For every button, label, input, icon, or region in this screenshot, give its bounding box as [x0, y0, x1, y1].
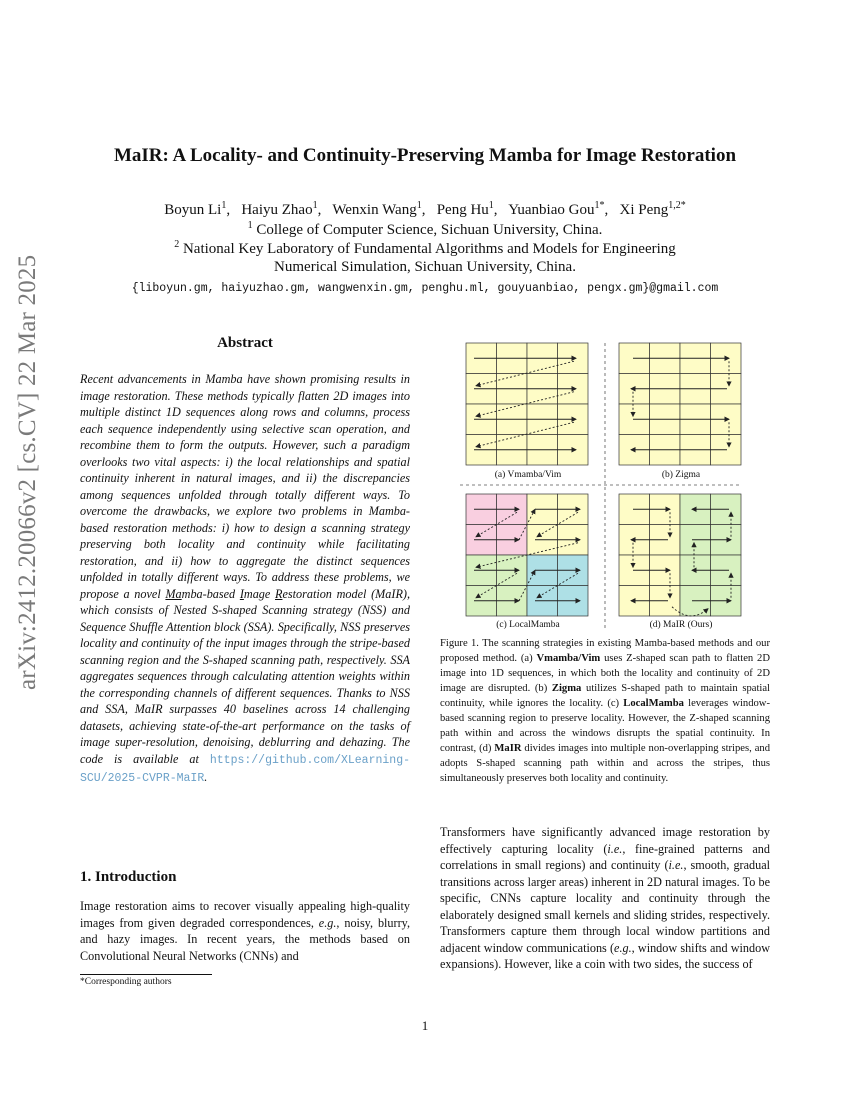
affiliation-sup: 1	[247, 220, 253, 231]
author-name: Boyun Li	[164, 202, 222, 218]
affiliation-2-line2: Numerical Simulation, Sichuan University, China.	[274, 259, 576, 275]
panel-label-c: (c) LocalMamba	[496, 620, 560, 630]
figure-caption: Figure 1. The scanning strategies in existing Mamba-based methods and our proposed method. (a) Vmamba/Vim uses Z-shaped scan path to flatten 2D image into 1D sequences, in which both the locality and continuity of 2D image are disrupted. (b) Zigma utilizes S-shaped path to maintain spatial continuity, while ignores the locality. (c) LocalMamba leverages window-based scanning region to preserve locality. However, the Z-shaped scanning path within and across the windows disrupts the spatial continuity. In contrast, (d) MaIR divides images into multiple non-overlapping stripes, and adopts S-shaped scanning path within and across the stripes, thus simultaneously preserves both locality and continuity.	[440, 638, 770, 784]
affiliation-text: National Key Laboratory of Fundamental Algorithms and Models for Engineering	[182, 241, 676, 257]
panel-label-a: (a) Vmamba/Vim	[494, 470, 562, 480]
author-sup: 1	[488, 200, 494, 211]
figure-1-scanning-strategies	[440, 338, 770, 633]
affiliation-2	[60, 239, 790, 258]
panel-mair	[619, 494, 741, 616]
author-emails: {liboyun.gm, haiyuzhao.gm, wangwenxin.gm, penghu.ml, gouyuanbiao, pengx.gm}@gmail.com	[131, 282, 719, 295]
introduction-text-continued: Transformers have significantly advanced image restoration by effectively capturing locality (i.e., fine-grained patterns and correlations in small regions) and continuity (i.e., smooth, gradual transitions across larger areas) inherent in 2D natural images. To be specific, CNNs capture locality and continuity through the elaborately designed small kernels and sliding strides, respectively. Transformers capture them through local window partitions and adjacent window communications (e.g., window shifts and window expansions). However, like a coin with two sides, the success of	[440, 825, 771, 971]
affiliation-sup: 2	[174, 239, 180, 250]
section-heading-introduction: 1. Introduction	[80, 869, 177, 885]
footnote-rule	[80, 974, 212, 975]
code-link[interactable]: https://github.com/XLearning-SCU/2025-CVPR-MaIR	[80, 753, 410, 785]
author-sup: 1,2*	[668, 200, 686, 211]
author-name: Wenxin Wang	[332, 202, 417, 218]
author-sup: 1*	[594, 200, 605, 211]
arxiv-stamp: arXiv:2412.20066v2 [cs.CV] 22 Mar 2025	[14, 254, 41, 690]
abstract-heading: Abstract	[217, 335, 273, 351]
panel-vmamba	[466, 343, 588, 465]
panel-localmamba	[466, 494, 588, 616]
panel-label-d: (d) MaIR (Ours)	[649, 620, 713, 630]
page-number: 1	[421, 1018, 429, 1033]
paper-title: MaIR: A Locality- and Continuity-Preserving Mamba for Image Restoration	[113, 145, 737, 166]
author-list: Boyun Li$^1$, Haiyu Zhao$^1$, Wenxin Wang$^1$, Peng Hu$^1$, Yuanbiao Gou$^{1*}$, Xi Peng$^{1,2*}$	[164, 200, 686, 218]
author-name: Haiyu Zhao	[241, 202, 313, 218]
abstract-text: Recent advancements in Mamba have shown promising results in image restoration. These methods typically flatten 2D images into multiple distinct 1D sequences along rows and columns, process each sequence independently using selective scan operation, and recombine them to form the outputs. However, such a paradigm overlooks two vital aspects: i) the local relationships and spatial continuity inherent in natural images, and ii) the discrepancies among sequences unfolded through totally different ways. To overcome the drawbacks, we explore two problems in Mamba-based restoration methods: i) how to design a scanning strategy preserving both locality and continuity while facilitating restoration, and ii) how to aggregate the distinct sequences unfolded in totally different ways. To address these problems, we propose a novel Mamba-based Image Restoration model (MaIR), which consists of Nested S-shaped Scanning strategy (NSS) and Sequence Shuffle Attention block (SSA). Specifically, NSS preserves locality and continuity of the input images through the stripe-based scanning region and the S-shaped scanning path, respectively. SSA aggregates sequences through calculating attention weights within the corresponding channels of different sequences. Thanks to NSS and SSA, MaIR surpasses 40 baselines across 14 challenging datasets, achieving state-of-the-art performance on the tasks of image super-resolution, denoising, deblurring and dehazing. The code is available at https://github.com/XLearning-SCU/2025-CVPR-MaIR.	[80, 372, 410, 785]
author-sup: 1	[221, 200, 227, 211]
footnote: *Corresponding authors	[80, 977, 172, 987]
author-name: Yuanbiao Gou	[508, 202, 595, 218]
author-sup: 1	[416, 200, 422, 211]
introduction-text: Image restoration aims to recover visually appealing high-quality images from given degraded correspondences, e.g., noisy, blurry, and hazy images. In recent years, the methods based on Convolutional Neural Networks (CNNs) and	[80, 899, 410, 963]
author-sup: 1	[312, 200, 318, 211]
affiliation-1	[60, 220, 790, 239]
author-name: Xi Peng	[619, 202, 669, 218]
author-name: Peng Hu	[436, 202, 489, 218]
panel-zigma	[619, 343, 741, 465]
affiliation-text: College of Computer Science, Sichuan University, China.	[256, 222, 603, 238]
panel-label-b: (b) Zigma	[661, 470, 701, 480]
